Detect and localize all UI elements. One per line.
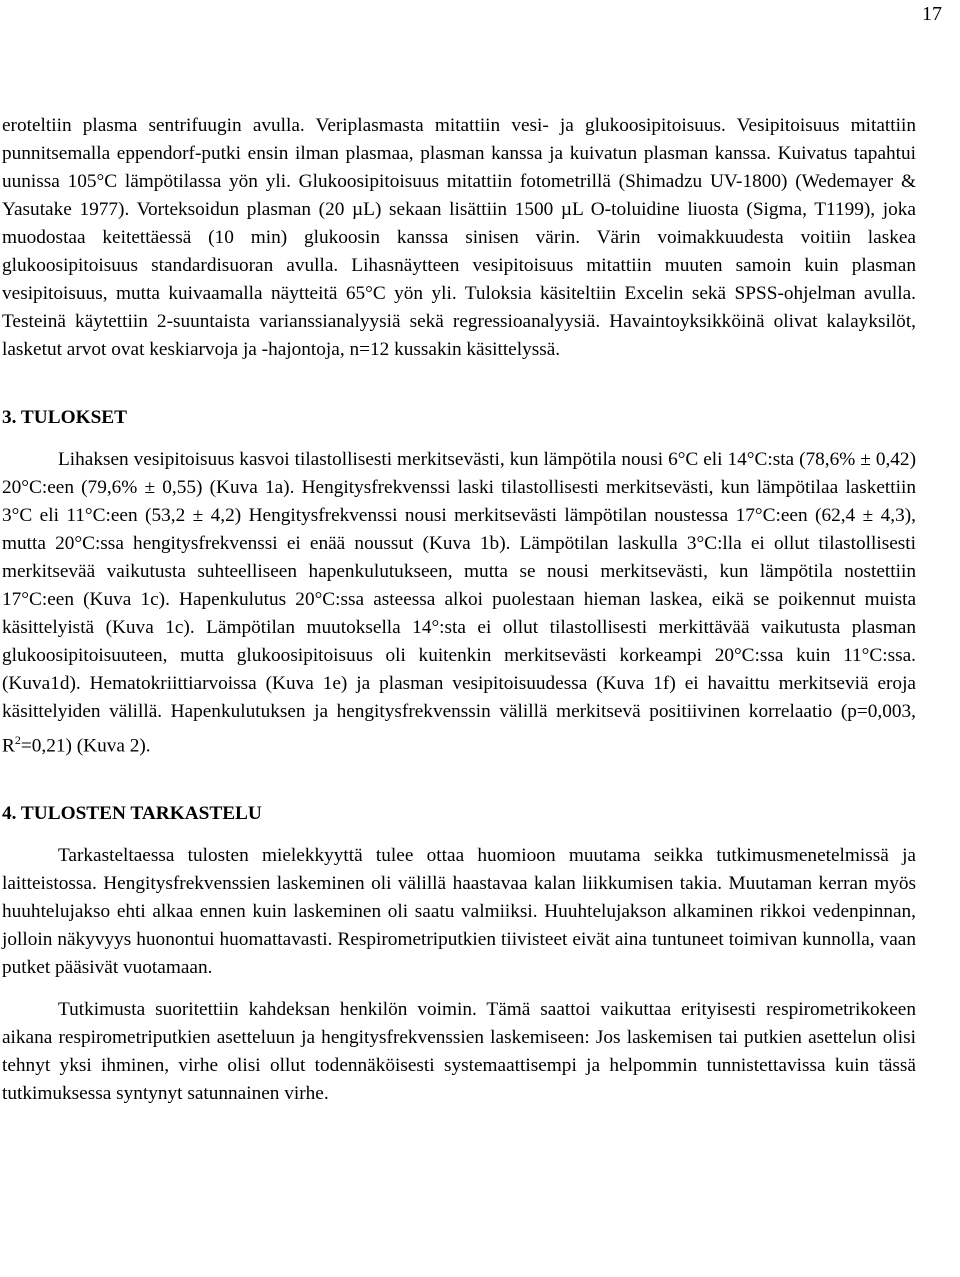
r-squared-superscript: 2	[14, 733, 21, 747]
results-text: Lihaksen vesipitoisuus kasvoi tilastollisesti merkitsevästi, kun lämpötila nousi 6°C eli 14°C:sta (78,6% ± 0,42) 20°C:een (79,6% ± 0,55) (Kuva 1a). Hengitysfrekvenssi laski tilastollisesti merkitsevästi, kun lämpötilaa laskettiin 3°C eli 11°C:een (53,2 ± 4,2) Hengitysfrekvenssi nousi merkitsevästi lämpötilan noustessa 17°C:een (62,4 ± 4,3), mutta 20°C:ssa hengitysfrekvenssi ei enää noussut (Kuva 1b). Lämpötilan laskulla 3°C:lla ei ollut tilastollisesti merkitsevää vaikutusta suhteelliseen hapenkulutukseen, mutta se nousi merkitsevästi, kun lämpötila nostettiin 17°C:een (Kuva 1c). Hapenkulutus 20°C:ssa asteessa alkoi puolestaan hieman laskea, eikä se poikennut muista käsittelyistä (Kuva 1c). Lämpötilan muutoksella 14°:sta ei ollut tilastollisesti merkittävää vaikutusta plasman glukoosipitoisuuteen, mutta glukoosipitoisuus oli kuitenkin merkitsevästi korkeampi 20°C:ssa kuin 11°C:ssa. (Kuva1d). Hematokriittiarvoissa (Kuva 1e) ja plasman vesipitoisuudessa (Kuva 1f) ei havaittu merkitseviä eroja käsittelyiden välillä. Hapenkulutuksen ja hengitysfrekvenssin välillä merkitsevä positiivinen korrelaatio (p=0,003, R	[2, 449, 916, 757]
discussion-paragraph-1: Tarkasteltaessa tulosten mielekkyyttä tulee ottaa huomioon muutama seikka tutkimusmenetelmissä ja laitteistossa. Hengitysfrekvenssien laskeminen oli välillä haastavaa kalan liikkumisen takia. Muutaman kerran myös huuhtelujakso ehti alkaa ennen kuin laskeminen oli saatu valmiiksi. Huuhtelujakson alkaminen rikkoi vedenpinnan, jolloin näkyvyys huonontui huomattavasti. Respirometriputkien tiivisteet eivät aina tuntuneet toimivan kunnolla, vaan putket pääsivät vuotamaan.	[2, 845, 916, 979]
discussion-paragraph-2: Tutkimusta suoritettiin kahdeksan henkilön voimin. Tämä saattoi vaikuttaa erityisesti respirometrikokeen aikana respirometriputkien asetteluun ja hengitysfrekvenssien laskemiseen: Jos laskemisen tai putkien asettelun olisi tehnyt yksi ihminen, virhe olisi ollut todennäköisesti systemaattisempi ja helpommin tunnistettavissa kuin tässä tutkimuksessa syntynyt satunnainen virhe.	[2, 999, 916, 1105]
methods-paragraph: eroteltiin plasma sentrifuugin avulla. Veriplasmasta mitattiin vesi- ja glukoosipitoisuus. Vesipitoisuus mitattiin punnitsemalla eppendorf-putki ensin ilman plasmaa, plasman kanssa ja kuivatun plasman kanssa. Kuivatus tapahtui uunissa 105°C lämpötilassa yön yli. Glukoosipitoisuus mitattiin fotometrillä (Shimadzu UV-1800) (Wedemayer & Yasutake 1977). Vorteksoidun plasman (20 µL) sekaan lisättiin 1500 µL O-toluidine liuosta (Sigma, T1199), joka muodostaa keitettäessä (10 min) glukoosin kanssa sinisen värin. Värin voimakkuudesta voitiin laskea glukoosipitoisuus standardisuoran avulla. Lihasnäytteen vesipitoisuus mitattiin muuten samoin kuin plasman vesipitoisuus, mutta kuivaamalla näytteitä 65°C yön yli. Tuloksia käsiteltiin Excelin sekä SPSS-ohjelman avulla. Testeinä käytettiin 2-suuntaista varianssianalyysiä sekä regressioanalyysiä. Havaintoyksikköinä olivat kalayksilöt, lasketut arvot ovat keskiarvoja ja -hajontoja, n=12 kussakin käsittelyssä.	[2, 115, 916, 360]
results-text-end: =0,21) (Kuva 2).	[20, 735, 151, 757]
results-paragraph	[2, 446, 916, 760]
discussion-heading: 4. TULOSTEN TARKASTELU	[2, 803, 262, 825]
results-heading: 3. TULOKSET	[2, 407, 128, 428]
page-number: 17	[922, 3, 942, 25]
document-body	[2, 112, 916, 1108]
